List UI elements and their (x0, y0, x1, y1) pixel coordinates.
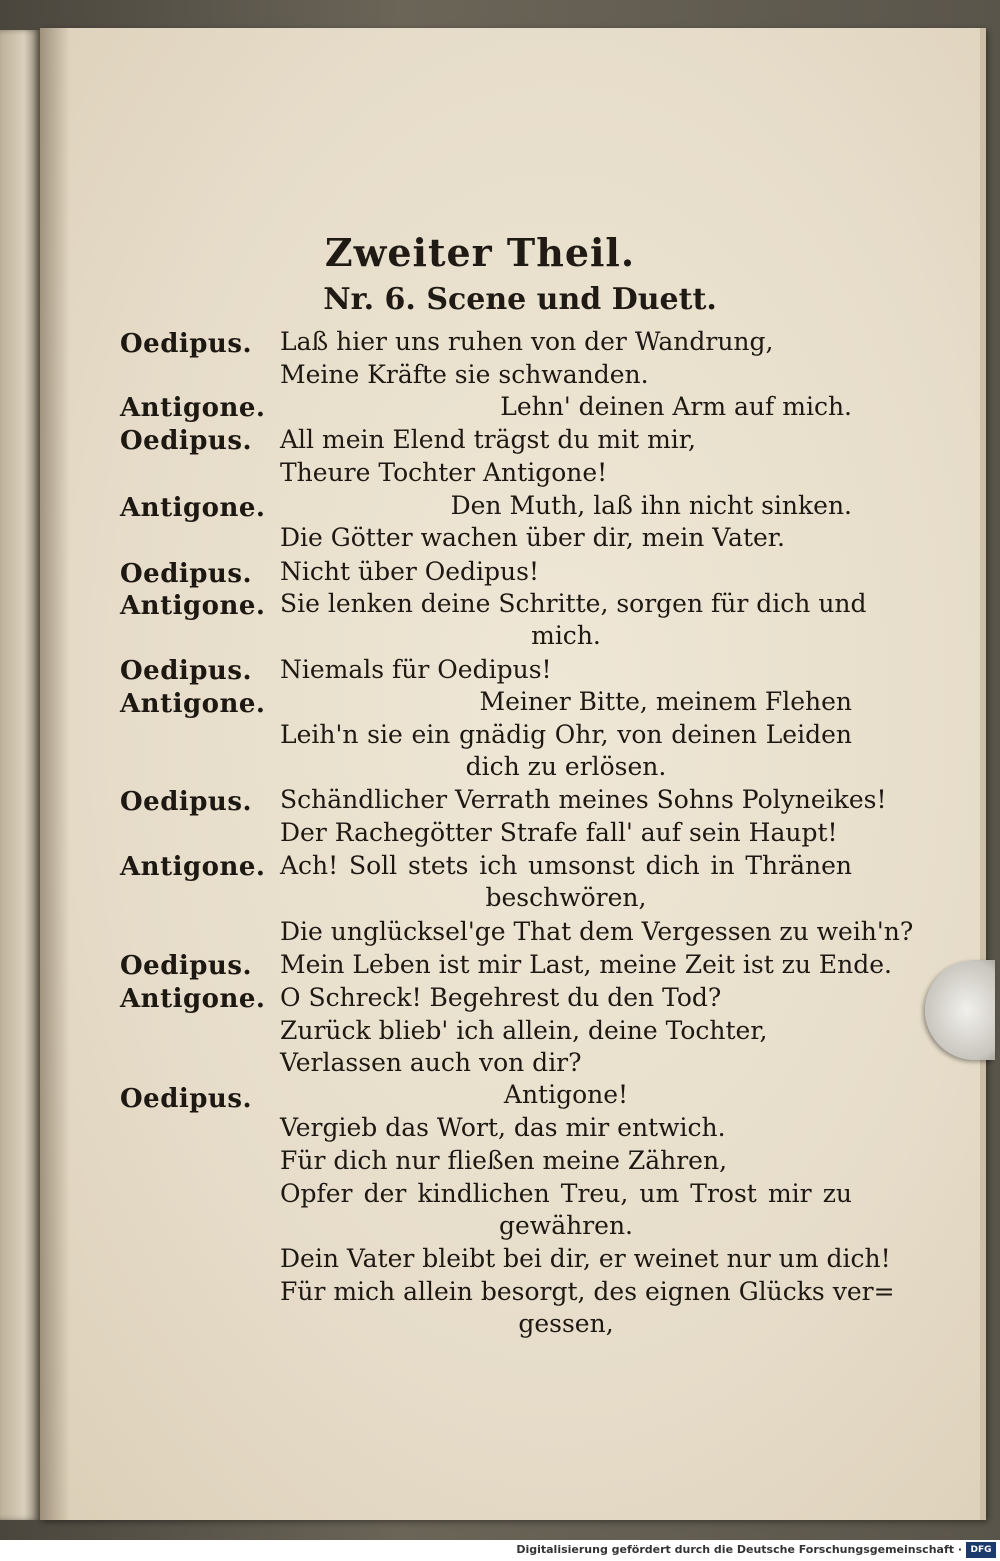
speaker-label: Oedipus. (120, 656, 253, 686)
verse-line: Antigone! (503, 1080, 629, 1109)
speaker-label: Oedipus. (120, 951, 253, 981)
verse-line: Niemals für Oedipus! (280, 655, 552, 684)
verse-line: mich. (531, 621, 601, 650)
verse-line: Laß hier uns ruhen von der Wandrung, (280, 327, 774, 356)
verse-line: Nicht über Oedipus! (280, 557, 540, 586)
verse-line: Schändlicher Verrath meines Sohns Polyneikes! (280, 785, 887, 814)
speaker-label: Oedipus. (120, 1084, 253, 1114)
verse-line: Die Götter wachen über dir, mein Vater. (280, 523, 785, 552)
funding-credit: Digitalisierung gefördert durch die Deutsche Forschungsgemeinschaft · (516, 1543, 962, 1556)
speaker-label: Oedipus. (120, 559, 253, 589)
verse-line: Für mich allein besorgt, des eignen Glücks ver= (280, 1277, 895, 1306)
section-title: Zweiter Theil. (324, 230, 636, 275)
verse-line: Meine Kräfte sie schwanden. (280, 360, 649, 389)
verse-line: Lehn' deinen Arm auf mich. (500, 392, 852, 421)
verse-line: Zurück blieb' ich allein, deine Tochter, (280, 1016, 768, 1045)
verse-line: Der Rachegötter Strafe fall' auf sein Haupt! (280, 818, 838, 847)
verse-line: Für dich nur fließen meine Zähren, (280, 1146, 728, 1175)
verse-line: Mein Leben ist mir Last, meine Zeit ist zu Ende. (280, 950, 892, 979)
verse-line: Den Muth, laß ihn nicht sinken. (450, 491, 852, 520)
verse-line: dich zu erlösen. (465, 752, 667, 781)
speaker-label: Antigone. (120, 984, 266, 1014)
verse-line: O Schreck! Begehrest du den Tod? (280, 983, 722, 1012)
verse-line: gewähren. (499, 1211, 633, 1240)
dfg-logo-icon: DFG (966, 1542, 996, 1558)
verse-line: Dein Vater bleibt bei dir, er weinet nur um dich! (280, 1244, 891, 1273)
verse-line: Leih'n sie ein gnädig Ohr, von deinen Leiden (280, 720, 852, 749)
verse-line: Sie lenken deine Schritte, sorgen für dich und (280, 589, 867, 618)
verse-line: Ach! Soll stets ich umsonst dich in Thränen (280, 851, 852, 880)
verse-line: Theure Tochter Antigone! (280, 458, 608, 487)
speaker-label: Oedipus. (120, 426, 253, 456)
verse-line: Meiner Bitte, meinem Flehen (479, 687, 852, 716)
speaker-label: Antigone. (120, 689, 266, 719)
verse-line: beschwören, (485, 883, 647, 912)
verse-line: Opfer der kindlichen Treu, um Trost mir zu (280, 1179, 852, 1208)
verse-line: All mein Elend trägst du mit mir, (280, 425, 696, 454)
speaker-label: Antigone. (120, 393, 266, 423)
scene-title: Nr. 6. Scene und Duett. (323, 282, 717, 317)
speaker-label: Oedipus. (120, 329, 253, 359)
verse-line: Verlassen auch von dir? (280, 1048, 582, 1077)
speaker-label: Antigone. (120, 852, 266, 882)
verse-line: gessen, (518, 1309, 614, 1338)
speaker-label: Antigone. (120, 591, 266, 621)
speaker-label: Oedipus. (120, 787, 253, 817)
speaker-label: Antigone. (120, 493, 266, 523)
verse-line: Die unglücksel'ge That dem Vergessen zu weih'n? (280, 917, 914, 946)
verse-line: Vergieb das Wort, das mir entwich. (280, 1113, 726, 1142)
